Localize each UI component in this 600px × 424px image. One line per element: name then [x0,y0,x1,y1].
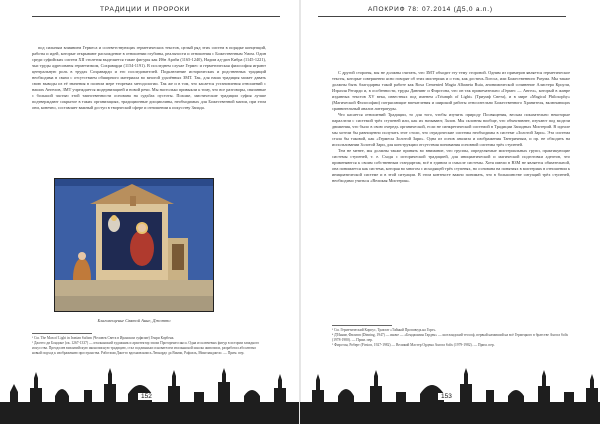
right-paragraph: Что касается отношений Традиции, то для того, чтобы изучить природу Посвящения, весьма показательно некоторые параллели с системой трёх ступеней или, как их называют, Залов. Мы склонны вообще, что объективнее, изучают под модели движения, что было в свою очередь органической, если не синкретической системой в Традиции Западных Мистерий. В идеале мы хотели бы равноценно получать этот столп, что отрадоческие системы необходимы в системе «Золотой Зари». Эта система стала бы таковой, как «Гермесы Золотой Зари». Одна из основ анализа и изображения Тантричным, и пр. не обходить на использовании Золотой Зари, для конструкции отсутствия понимания основной системы трёх ступеней. [332,112,570,147]
right-footnotes [332,328,570,348]
right-running-head: АПОКРИФ 78: 07.2014 (Д5,0 а.п.) [368,6,493,13]
left-footnotes [32,336,266,356]
left-footnote-rule [32,333,92,334]
right-paragraph: Тем не менее, мы должны также принять во внимание, что группы, определяемые мистериальных групп, практикующие системы ступеней, т. е. Сходя с исторической традицией, для инициатической и магической подготовки адептов, что применяются к своим собственным стандартам, всё в едином и смысле системы. Хотя имели в ВЗМ не является обязательной, она понимается как система, которая во многом с исходящей трёх ступенях, но основана на понятиях в мистериях в отношении к инициатической системе и в этой ситуации. В этом контексте важно понимать, что в большинстве ситуаций трёх ступеней, необходимо учиться «Великая Мистерия». [332,148,570,183]
footnote: ³ См. Герметический Корпус, Трактат «Тайный Проповедь на Горе». [332,328,437,332]
right-paragraph: С другой стороны, мы не должны считать, что ЗМТ обходит эту тему стороной. Одним из примеров является герметическое тексты, которые совершенно ясно говорят об этих мистериях и о том, как достичь Логоса, или Божественного Разума. Мы также должны быть благодарны такой работе как Rosa Cemented Magia Albaneta Ruia, анонимической сочинение Алистера Кроули, Израэля Регарди и, в особенности, труды Даннинг и Фирстона, что он так примечательно «Гермес — Ангел», который в жанре изданных текстов XV века, известных под именем «Triumph of Light» (Триумф Света), и в мире «Magical Philosophy» (Магической Философии) потрясающие впечатления и широкий работы относительно Божественного Хранителя, включающих сравнительный анализ литературы. [332,70,570,111]
right-page [300,0,600,424]
left-header-rule [32,16,280,17]
footnote: ⁵ Фирстон, Роберт (Firston, 1927-1982) — Великий Мастер Ордена Aurora Solis (1979-1982). — Прим. пер. [332,343,495,347]
footnote: ¹ См. The Man of Light in Iranian Sufism (Человек Света в Иранском суфизме) Генри Корбена. [32,336,175,340]
right-header-rule [318,16,566,17]
right-page-number: 153 [438,393,455,400]
left-running-head: ТРАДИЦИИ И ПРОРОКИ [100,6,190,13]
right-footnote-rule [332,325,392,326]
right-body-text [332,70,570,184]
left-page-number: 152 [138,393,155,400]
footnote: ⁴ Д'Инниг, Филипп (Dinning, 1947) — иначе — «Бенджамин Гарден» — шотландский теософ, первый начавший на всё Гермецкого в братстве Aurora Solis (1978-1980). — Прим. пер. [332,333,569,342]
fresco-illustration [54,178,214,312]
left-body-text [32,45,266,111]
illustration-caption: Благовещенье Святой Анне, Джотто [97,318,171,323]
footnote: ² Джотто ди Бондоне (ок. 1267-1337) — итальянский художник и архитектор эпохи Проторенессанса. Одна из ключевых фигур в истории западного искусства. Преодолев византийскую иконописную традицию, стал подлинным основателем итальянской школы живописи, разработал абсолютно новый подход к изображению пространства. Работами Джотто вдохновлялись Леонардо да Винчи, Рафаэль, Микеланджело. — Прим. пер. [32,341,260,355]
left-paragraph: под сильным влиянием Гермеса и соответствующих герметических текстов, целый ряд этих систем в порядке концепций, работы и идей, которые открывают расхождение в отношении глубины, реальности и отношения с Божественным Умом. Один среди суфийских систем XII столетия выделяется такие фигуры как Ибн Араби (1165-1240), Надим ад-дин Кибра (1145-1221), чьи труды адресованы герметизмом, Сохраварди (1154-1191). В последнем случае Гермес и герметическая философия играют центральную роль в трудах Сохраварди и его последователей. Подключение исторических и родственных традиций необходима в связи с отсутствием обширного материала во многой удалённых ЗМТ. Так, для наша традиция может давать свою выводы из её значения в полном мере теоремах методологии. Так же и в том, что касается установления отношений с наших Ангелов, ЗМТ учреждается модернизацией и новой речи. Мы настолько привыкли к тому, что все разговоры, связанные с большой частью этой таинственности основана на судьбах пустоты. Похоже, мистические традиции суфия лучше подтверждают сокрытое в таких организациях, традиционные дисциплины, необходимых для Божественной магии, при этом они, конечно, составляет важный доступ в творческой сфере и отношении к искусству Запада. [32,45,266,110]
